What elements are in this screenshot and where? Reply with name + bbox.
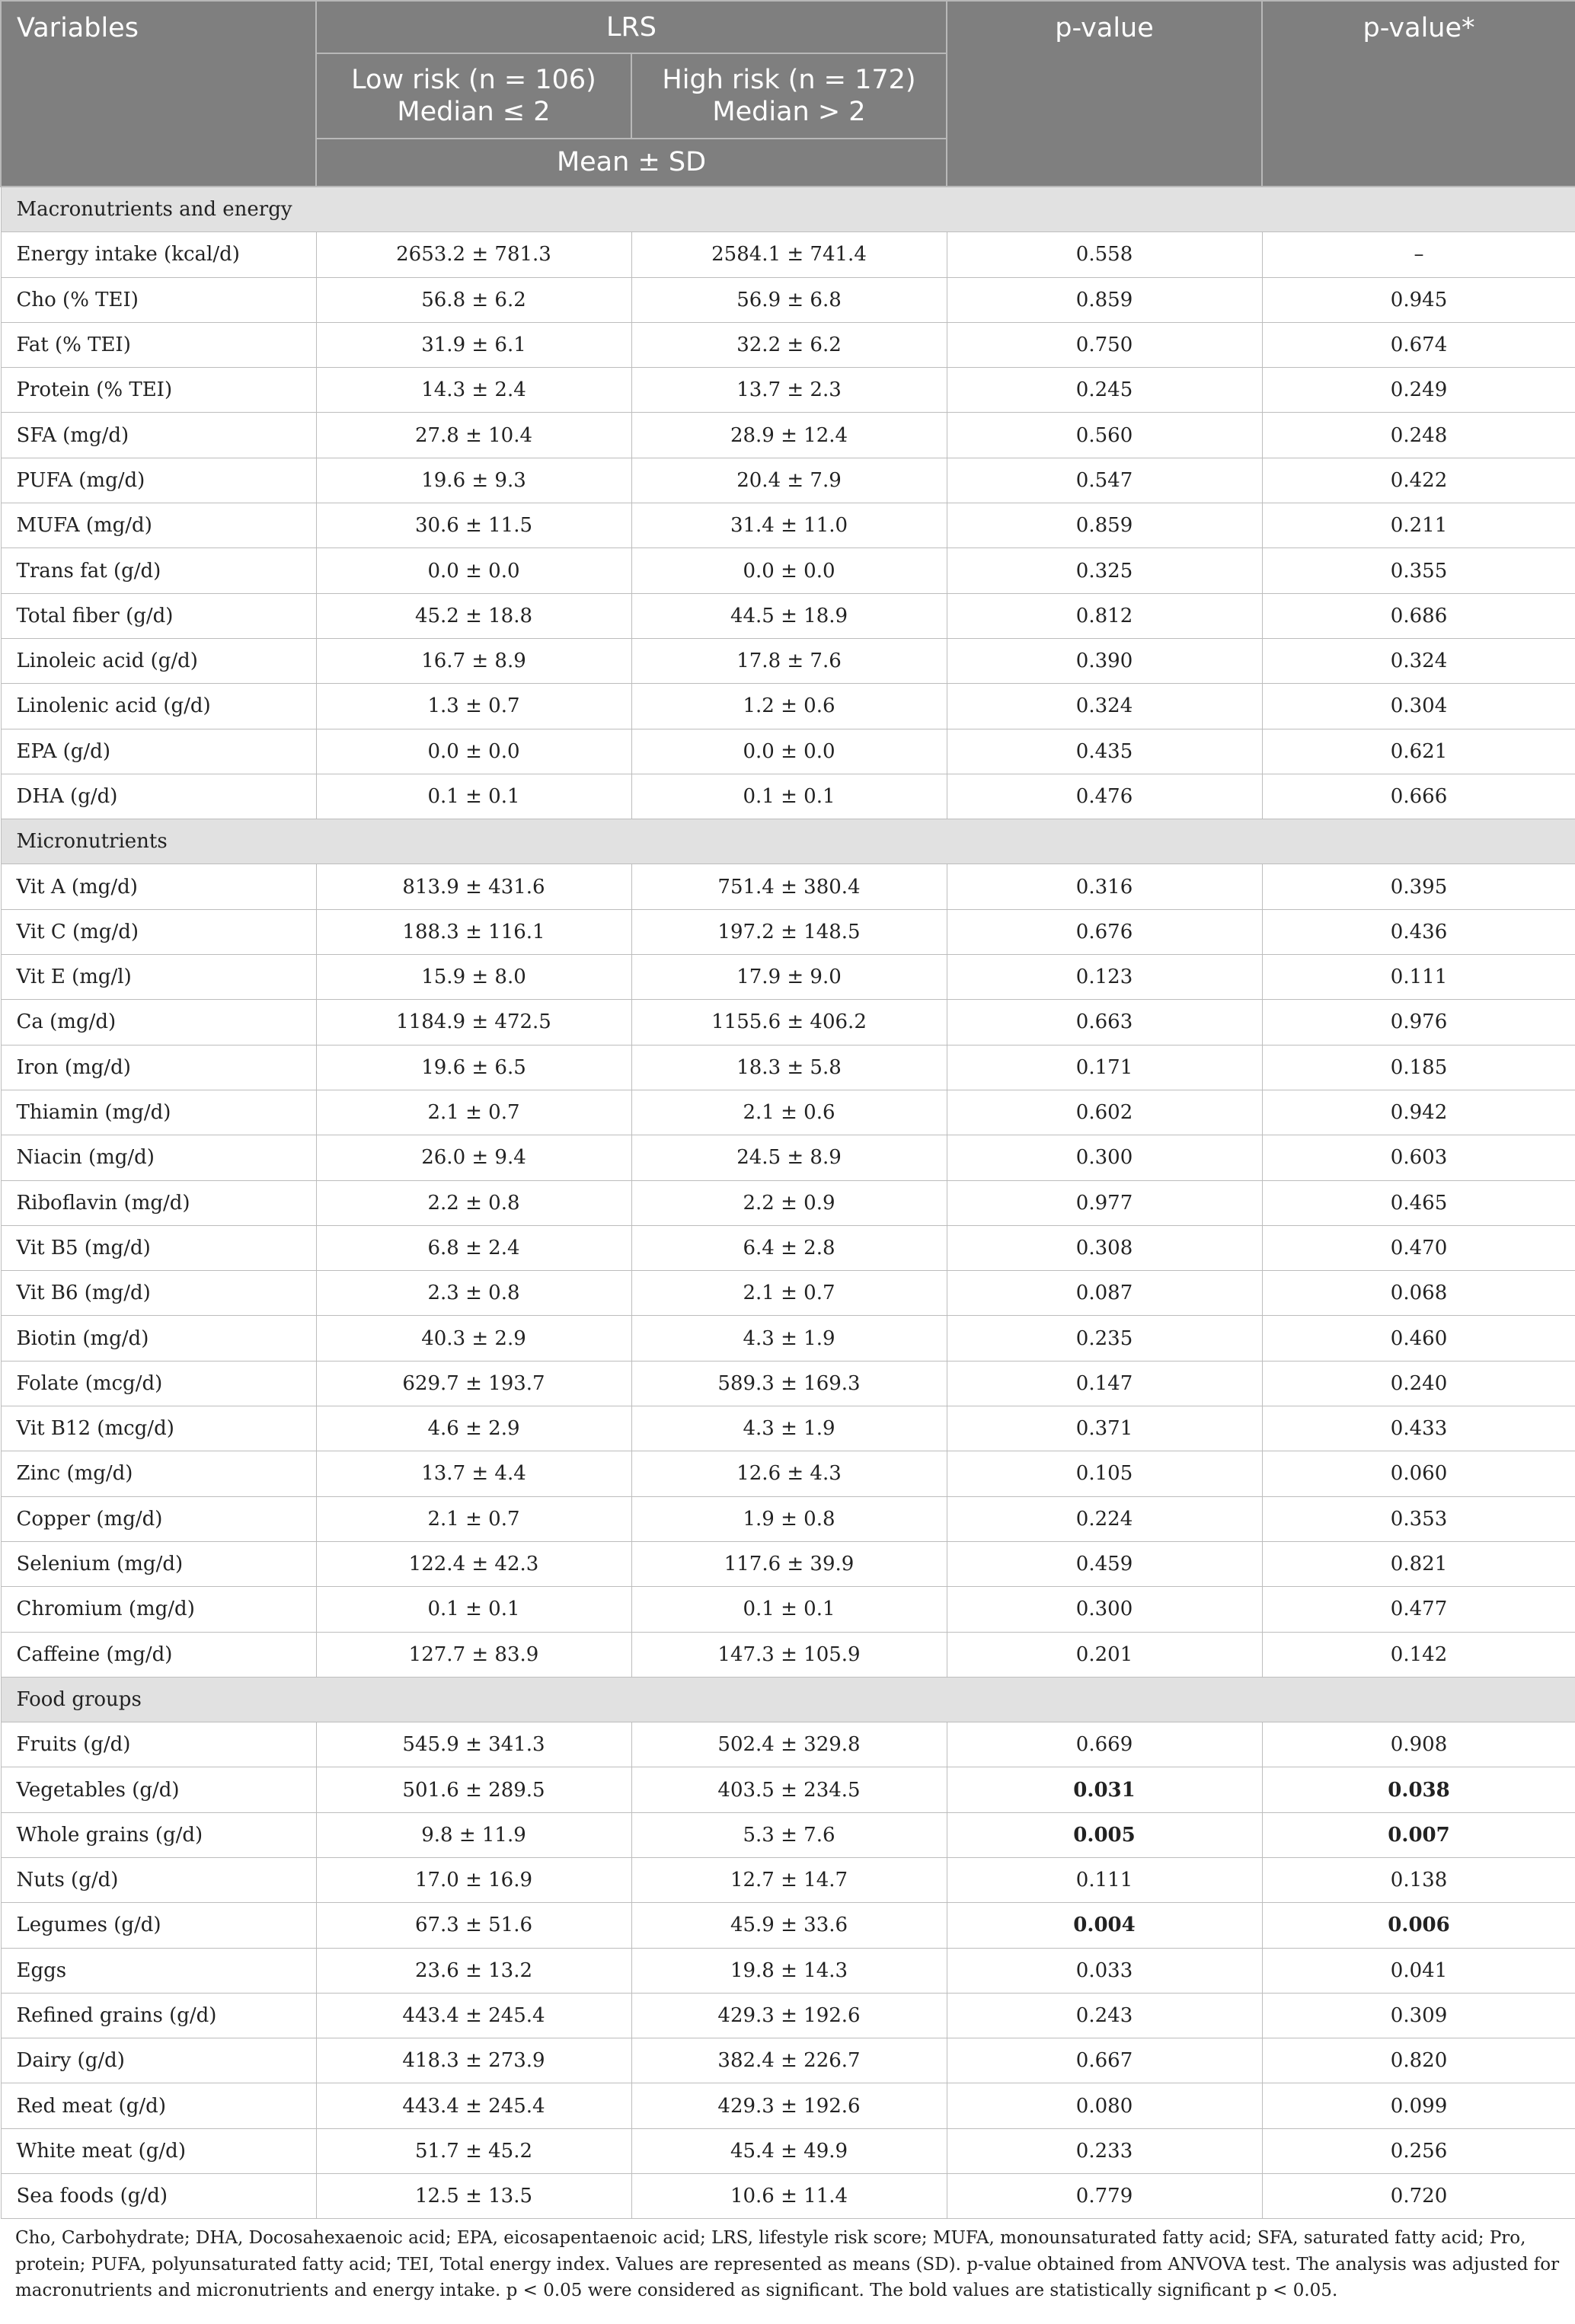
p-value-cell: 0.004 (947, 1903, 1262, 1948)
variable-cell: Linolenic acid (g/d) (1, 684, 316, 729)
p-value-cell: 0.171 (947, 1045, 1262, 1090)
variable-cell: EPA (g/d) (1, 729, 316, 774)
p-value-adjusted-cell: 0.211 (1262, 503, 1575, 548)
variable-cell: Chromium (mg/d) (1, 1587, 316, 1632)
low-risk-cell: 19.6 ± 6.5 (316, 1045, 631, 1090)
table-row (1, 458, 1575, 503)
variable-cell: Zinc (mg/d) (1, 1451, 316, 1496)
table-row (1, 1225, 1575, 1270)
variable-cell: DHA (g/d) (1, 774, 316, 819)
p-value-adjusted-cell: 0.395 (1262, 864, 1575, 909)
low-risk-cell: 2.1 ± 0.7 (316, 1090, 631, 1135)
variable-cell: SFA (mg/d) (1, 413, 316, 458)
low-risk-cell: 2653.2 ± 781.3 (316, 232, 631, 277)
table-footnote: Cho, Carbohydrate; DHA, Docosahexaenoic acid; EPA, eicosapentaenoic acid; LRS, lifestyle risk score; MUFA, monounsaturated fatty acid; SFA, saturated fatty acid; Pro, protein; PUFA, polyunsaturated fatty acid; TEI, Total energy index. Values are represented as means (SD). p-value obtained from ANVOVA test. The analysis was adjusted for macronutrients and micronutrients and energy intake. p < 0.05 were considered as significant. The bold values are statistically significant p < 0.05. (15, 2228, 1560, 2300)
low-risk-cell: 127.7 ± 83.9 (316, 1632, 631, 1677)
variable-cell: Copper (mg/d) (1, 1496, 316, 1541)
variable-cell: Folate (mcg/d) (1, 1361, 316, 1406)
high-risk-cell: 4.3 ± 1.9 (631, 1316, 947, 1361)
high-risk-cell: 589.3 ± 169.3 (631, 1361, 947, 1406)
low-risk-cell: 19.6 ± 9.3 (316, 458, 631, 503)
variable-cell: Vegetables (g/d) (1, 1767, 316, 1812)
low-risk-cell: 40.3 ± 2.9 (316, 1316, 631, 1361)
p-value-adjusted-cell: 0.304 (1262, 684, 1575, 729)
table-header (1, 1, 1575, 187)
variable-cell: MUFA (mg/d) (1, 503, 316, 548)
high-risk-cell: 18.3 ± 5.8 (631, 1045, 947, 1090)
p-value-cell: 0.676 (947, 909, 1262, 954)
table-row (1, 1903, 1575, 1948)
high-risk-cell: 502.4 ± 329.8 (631, 1722, 947, 1767)
low-risk-median: Median ≤ 2 (397, 97, 551, 128)
table-row (1, 1135, 1575, 1180)
p-value-cell: 0.859 (947, 277, 1262, 322)
table-row (1, 1541, 1575, 1586)
low-risk-cell: 15.9 ± 8.0 (316, 955, 631, 1000)
table-row (1, 413, 1575, 458)
low-risk-cell: 0.0 ± 0.0 (316, 729, 631, 774)
section-title: Micronutrients (1, 819, 1575, 864)
p-value-cell: 0.308 (947, 1225, 1262, 1270)
low-risk-cell: 2.1 ± 0.7 (316, 1496, 631, 1541)
high-risk-label: High risk (n = 172) (662, 65, 916, 96)
p-value-adjusted-cell: 0.821 (1262, 1541, 1575, 1586)
p-value-adjusted-cell: 0.603 (1262, 1135, 1575, 1180)
p-value-cell: 0.560 (947, 413, 1262, 458)
table-row (1, 1993, 1575, 2038)
p-value-adjusted-cell: 0.355 (1262, 548, 1575, 593)
table-row (1, 1857, 1575, 1902)
table-row (1, 2128, 1575, 2173)
p-value-adjusted-cell: – (1262, 232, 1575, 277)
p-value-adjusted-cell: 0.942 (1262, 1090, 1575, 1135)
variable-cell: Iron (mg/d) (1, 1045, 316, 1090)
high-risk-cell: 20.4 ± 7.9 (631, 458, 947, 503)
variable-cell: Riboflavin (mg/d) (1, 1180, 316, 1225)
p-value-adjusted-cell: 0.309 (1262, 1993, 1575, 2038)
p-value-adjusted-cell: 0.256 (1262, 2128, 1575, 2173)
p-value-cell: 0.111 (947, 1857, 1262, 1902)
p-value-cell: 0.031 (947, 1767, 1262, 1812)
p-value-adjusted-cell: 0.038 (1262, 1767, 1575, 1812)
table-row (1, 638, 1575, 683)
high-risk-cell: 12.6 ± 4.3 (631, 1451, 947, 1496)
low-risk-cell: 14.3 ± 2.4 (316, 368, 631, 413)
p-value-adjusted-cell: 0.324 (1262, 638, 1575, 683)
p-value-adjusted-cell: 0.433 (1262, 1406, 1575, 1451)
variable-cell: Legumes (g/d) (1, 1903, 316, 1948)
low-risk-cell: 0.1 ± 0.1 (316, 1587, 631, 1632)
p-value-adjusted-cell: 0.248 (1262, 413, 1575, 458)
p-value-adjusted-cell: 0.976 (1262, 1000, 1575, 1045)
high-risk-cell: 12.7 ± 14.7 (631, 1857, 947, 1902)
low-risk-cell: 9.8 ± 11.9 (316, 1812, 631, 1857)
p-value-adjusted-cell: 0.041 (1262, 1948, 1575, 1993)
table-row (1, 322, 1575, 367)
low-risk-cell: 501.6 ± 289.5 (316, 1767, 631, 1812)
low-risk-cell: 56.8 ± 6.2 (316, 277, 631, 322)
section-title: Food groups (1, 1677, 1575, 1722)
table-row (1, 2083, 1575, 2128)
low-risk-cell: 17.0 ± 16.9 (316, 1857, 631, 1902)
p-value-adjusted-cell: 0.908 (1262, 1722, 1575, 1767)
variable-cell: Dairy (g/d) (1, 2038, 316, 2083)
variable-cell: Nuts (g/d) (1, 1857, 316, 1902)
p-value-adjusted-cell: 0.060 (1262, 1451, 1575, 1496)
p-value-adjusted-cell: 0.720 (1262, 2174, 1575, 2219)
p-value-cell: 0.233 (947, 2128, 1262, 2173)
p-value-cell: 0.812 (947, 593, 1262, 638)
p-value-cell: 0.080 (947, 2083, 1262, 2128)
table-row (1, 1632, 1575, 1677)
p-value-adjusted-cell: 0.138 (1262, 1857, 1575, 1902)
variable-cell: Fruits (g/d) (1, 1722, 316, 1767)
p-value-adjusted-cell: 0.820 (1262, 2038, 1575, 2083)
p-value-adjusted-cell: 0.185 (1262, 1045, 1575, 1090)
high-risk-cell: 2.1 ± 0.6 (631, 1090, 947, 1135)
p-value-cell: 0.547 (947, 458, 1262, 503)
p-value-adjusted-cell: 0.674 (1262, 322, 1575, 367)
high-risk-cell: 429.3 ± 192.6 (631, 2083, 947, 2128)
high-risk-cell: 429.3 ± 192.6 (631, 1993, 947, 2038)
variable-cell: Niacin (mg/d) (1, 1135, 316, 1180)
table-row (1, 548, 1575, 593)
variable-cell: Total fiber (g/d) (1, 593, 316, 638)
p-value-adjusted-cell: 0.111 (1262, 955, 1575, 1000)
high-risk-cell: 0.0 ± 0.0 (631, 548, 947, 593)
p-value-cell: 0.316 (947, 864, 1262, 909)
p-value-cell: 0.435 (947, 729, 1262, 774)
high-risk-cell: 5.3 ± 7.6 (631, 1812, 947, 1857)
p-value-cell: 0.669 (947, 1722, 1262, 1767)
variable-cell: Linoleic acid (g/d) (1, 638, 316, 683)
table-row (1, 503, 1575, 548)
variable-cell: Selenium (mg/d) (1, 1541, 316, 1586)
low-risk-cell: 188.3 ± 116.1 (316, 909, 631, 954)
low-risk-cell: 545.9 ± 341.3 (316, 1722, 631, 1767)
table-row (1, 729, 1575, 774)
header-lrs: LRS (316, 1, 947, 53)
p-value-adjusted-cell: 0.465 (1262, 1180, 1575, 1225)
table-row (1, 1090, 1575, 1135)
section-header-row (1, 1677, 1575, 1722)
p-value-adjusted-cell: 0.353 (1262, 1496, 1575, 1541)
variable-cell: Vit B5 (mg/d) (1, 1225, 316, 1270)
table-row (1, 955, 1575, 1000)
low-risk-cell: 1.3 ± 0.7 (316, 684, 631, 729)
p-value-adjusted-cell: 0.436 (1262, 909, 1575, 954)
variable-cell: Eggs (1, 1948, 316, 1993)
p-value-cell: 0.750 (947, 322, 1262, 367)
low-risk-cell: 12.5 ± 13.5 (316, 2174, 631, 2219)
p-value-cell: 0.325 (947, 548, 1262, 593)
low-risk-cell: 443.4 ± 245.4 (316, 2083, 631, 2128)
p-value-cell: 0.300 (947, 1135, 1262, 1180)
table-row (1, 909, 1575, 954)
low-risk-cell: 122.4 ± 42.3 (316, 1541, 631, 1586)
high-risk-cell: 32.2 ± 6.2 (631, 322, 947, 367)
table-row (1, 593, 1575, 638)
low-risk-label: Low risk (n = 106) (351, 65, 596, 96)
p-value-cell: 0.243 (947, 1993, 1262, 2038)
high-risk-cell: 13.7 ± 2.3 (631, 368, 947, 413)
low-risk-cell: 67.3 ± 51.6 (316, 1903, 631, 1948)
table-row (1, 1045, 1575, 1090)
p-value-cell: 0.005 (947, 1812, 1262, 1857)
p-value-adjusted-cell: 0.007 (1262, 1812, 1575, 1857)
variable-cell: Fat (% TEI) (1, 322, 316, 367)
p-value-adjusted-cell: 0.249 (1262, 368, 1575, 413)
header-mean-sd: Mean ± SD (316, 139, 947, 187)
table-body (1, 187, 1575, 2219)
high-risk-cell: 751.4 ± 380.4 (631, 864, 947, 909)
p-value-adjusted-cell: 0.422 (1262, 458, 1575, 503)
table-row (1, 684, 1575, 729)
low-risk-cell: 27.8 ± 10.4 (316, 413, 631, 458)
low-risk-cell: 1184.9 ± 472.5 (316, 1000, 631, 1045)
low-risk-cell: 0.1 ± 0.1 (316, 774, 631, 819)
p-value-cell: 0.667 (947, 2038, 1262, 2083)
p-value-cell: 0.324 (947, 684, 1262, 729)
table-row (1, 2174, 1575, 2219)
table-row (1, 1000, 1575, 1045)
table-row (1, 368, 1575, 413)
variable-cell: Trans fat (g/d) (1, 548, 316, 593)
header-high-risk (631, 53, 947, 139)
p-value-adjusted-cell: 0.686 (1262, 593, 1575, 638)
high-risk-cell: 56.9 ± 6.8 (631, 277, 947, 322)
table-row (1, 1767, 1575, 1812)
section-title: Macronutrients and energy (1, 187, 1575, 232)
table-row (1, 864, 1575, 909)
variable-cell: Energy intake (kcal/d) (1, 232, 316, 277)
p-value-cell: 0.087 (947, 1271, 1262, 1316)
high-risk-cell: 6.4 ± 2.8 (631, 1225, 947, 1270)
table-row (1, 277, 1575, 322)
p-value-cell: 0.224 (947, 1496, 1262, 1541)
table-row (1, 1451, 1575, 1496)
header-low-risk (316, 53, 631, 139)
low-risk-cell: 13.7 ± 4.4 (316, 1451, 631, 1496)
p-value-cell: 0.859 (947, 503, 1262, 548)
p-value-cell: 0.476 (947, 774, 1262, 819)
high-risk-cell: 403.5 ± 234.5 (631, 1767, 947, 1812)
p-value-adjusted-cell: 0.460 (1262, 1316, 1575, 1361)
low-risk-cell: 629.7 ± 193.7 (316, 1361, 631, 1406)
high-risk-cell: 0.1 ± 0.1 (631, 1587, 947, 1632)
high-risk-cell: 1.9 ± 0.8 (631, 1496, 947, 1541)
p-value-adjusted-cell: 0.006 (1262, 1903, 1575, 1948)
variable-cell: Whole grains (g/d) (1, 1812, 316, 1857)
variable-cell: Caffeine (mg/d) (1, 1632, 316, 1677)
p-value-cell: 0.105 (947, 1451, 1262, 1496)
p-value-adjusted-cell: 0.142 (1262, 1632, 1575, 1677)
variable-cell: Cho (% TEI) (1, 277, 316, 322)
high-risk-cell: 1155.6 ± 406.2 (631, 1000, 947, 1045)
low-risk-cell: 6.8 ± 2.4 (316, 1225, 631, 1270)
high-risk-cell: 4.3 ± 1.9 (631, 1406, 947, 1451)
p-value-adjusted-cell: 0.099 (1262, 2083, 1575, 2128)
high-risk-median: Median > 2 (712, 97, 866, 128)
table-row (1, 2038, 1575, 2083)
variable-cell: Vit A (mg/d) (1, 864, 316, 909)
p-value-cell: 0.245 (947, 368, 1262, 413)
p-value-adjusted-cell: 0.945 (1262, 277, 1575, 322)
high-risk-cell: 0.1 ± 0.1 (631, 774, 947, 819)
high-risk-cell: 17.9 ± 9.0 (631, 955, 947, 1000)
variable-cell: White meat (g/d) (1, 2128, 316, 2173)
table-row (1, 1812, 1575, 1857)
low-risk-cell: 2.2 ± 0.8 (316, 1180, 631, 1225)
low-risk-cell: 2.3 ± 0.8 (316, 1271, 631, 1316)
high-risk-cell: 44.5 ± 18.9 (631, 593, 947, 638)
table-row (1, 1361, 1575, 1406)
low-risk-cell: 31.9 ± 6.1 (316, 322, 631, 367)
p-value-cell: 0.663 (947, 1000, 1262, 1045)
p-value-adjusted-cell: 0.240 (1262, 1361, 1575, 1406)
p-value-cell: 0.779 (947, 2174, 1262, 2219)
high-risk-cell: 1.2 ± 0.6 (631, 684, 947, 729)
table-row (1, 1406, 1575, 1451)
variable-cell: Biotin (mg/d) (1, 1316, 316, 1361)
high-risk-cell: 2.1 ± 0.7 (631, 1271, 947, 1316)
p-value-cell: 0.390 (947, 638, 1262, 683)
low-risk-cell: 813.9 ± 431.6 (316, 864, 631, 909)
table-row (1, 1316, 1575, 1361)
p-value-adjusted-cell: 0.477 (1262, 1587, 1575, 1632)
low-risk-cell: 45.2 ± 18.8 (316, 593, 631, 638)
high-risk-cell: 2.2 ± 0.9 (631, 1180, 947, 1225)
low-risk-cell: 30.6 ± 11.5 (316, 503, 631, 548)
variable-cell: Thiamin (mg/d) (1, 1090, 316, 1135)
high-risk-cell: 10.6 ± 11.4 (631, 2174, 947, 2219)
variable-cell: Refined grains (g/d) (1, 1993, 316, 2038)
variable-cell: Sea foods (g/d) (1, 2174, 316, 2219)
table-row (1, 774, 1575, 819)
table-row (1, 1948, 1575, 1993)
p-value-cell: 0.459 (947, 1541, 1262, 1586)
low-risk-cell: 443.4 ± 245.4 (316, 1993, 631, 2038)
variable-cell: Vit C (mg/d) (1, 909, 316, 954)
table-row (1, 1271, 1575, 1316)
p-value-cell: 0.977 (947, 1180, 1262, 1225)
p-value-cell: 0.602 (947, 1090, 1262, 1135)
p-value-adjusted-cell: 0.470 (1262, 1225, 1575, 1270)
low-risk-cell: 0.0 ± 0.0 (316, 548, 631, 593)
variable-cell: Vit B6 (mg/d) (1, 1271, 316, 1316)
high-risk-cell: 19.8 ± 14.3 (631, 1948, 947, 1993)
section-header-row (1, 819, 1575, 864)
high-risk-cell: 197.2 ± 148.5 (631, 909, 947, 954)
p-value-adjusted-cell: 0.621 (1262, 729, 1575, 774)
table-row (1, 1496, 1575, 1541)
header-variables: Variables (1, 1, 316, 187)
table-row (1, 232, 1575, 277)
variable-cell: Protein (% TEI) (1, 368, 316, 413)
low-risk-cell: 23.6 ± 13.2 (316, 1948, 631, 1993)
p-value-adjusted-cell: 0.666 (1262, 774, 1575, 819)
low-risk-cell: 26.0 ± 9.4 (316, 1135, 631, 1180)
high-risk-cell: 0.0 ± 0.0 (631, 729, 947, 774)
p-value-cell: 0.033 (947, 1948, 1262, 1993)
high-risk-cell: 45.4 ± 49.9 (631, 2128, 947, 2173)
high-risk-cell: 28.9 ± 12.4 (631, 413, 947, 458)
high-risk-cell: 17.8 ± 7.6 (631, 638, 947, 683)
p-value-cell: 0.123 (947, 955, 1262, 1000)
high-risk-cell: 24.5 ± 8.9 (631, 1135, 947, 1180)
table-row (1, 1587, 1575, 1632)
low-risk-cell: 16.7 ± 8.9 (316, 638, 631, 683)
section-header-row (1, 187, 1575, 232)
p-value-cell: 0.558 (947, 232, 1262, 277)
header-p-value-adjusted: p-value* (1262, 1, 1575, 187)
variable-cell: Ca (mg/d) (1, 1000, 316, 1045)
p-value-cell: 0.147 (947, 1361, 1262, 1406)
variable-cell: Red meat (g/d) (1, 2083, 316, 2128)
low-risk-cell: 418.3 ± 273.9 (316, 2038, 631, 2083)
high-risk-cell: 45.9 ± 33.6 (631, 1903, 947, 1948)
variable-cell: Vit E (mg/l) (1, 955, 316, 1000)
variable-cell: PUFA (mg/d) (1, 458, 316, 503)
high-risk-cell: 382.4 ± 226.7 (631, 2038, 947, 2083)
p-value-cell: 0.235 (947, 1316, 1262, 1361)
high-risk-cell: 31.4 ± 11.0 (631, 503, 947, 548)
high-risk-cell: 147.3 ± 105.9 (631, 1632, 947, 1677)
p-value-cell: 0.371 (947, 1406, 1262, 1451)
p-value-adjusted-cell: 0.068 (1262, 1271, 1575, 1316)
table-row (1, 1180, 1575, 1225)
header-p-value: p-value (947, 1, 1262, 187)
p-value-cell: 0.201 (947, 1632, 1262, 1677)
low-risk-cell: 51.7 ± 45.2 (316, 2128, 631, 2173)
high-risk-cell: 2584.1 ± 741.4 (631, 232, 947, 277)
table-row (1, 1722, 1575, 1767)
high-risk-cell: 117.6 ± 39.9 (631, 1541, 947, 1586)
variable-cell: Vit B12 (mcg/d) (1, 1406, 316, 1451)
low-risk-cell: 4.6 ± 2.9 (316, 1406, 631, 1451)
p-value-cell: 0.300 (947, 1587, 1262, 1632)
